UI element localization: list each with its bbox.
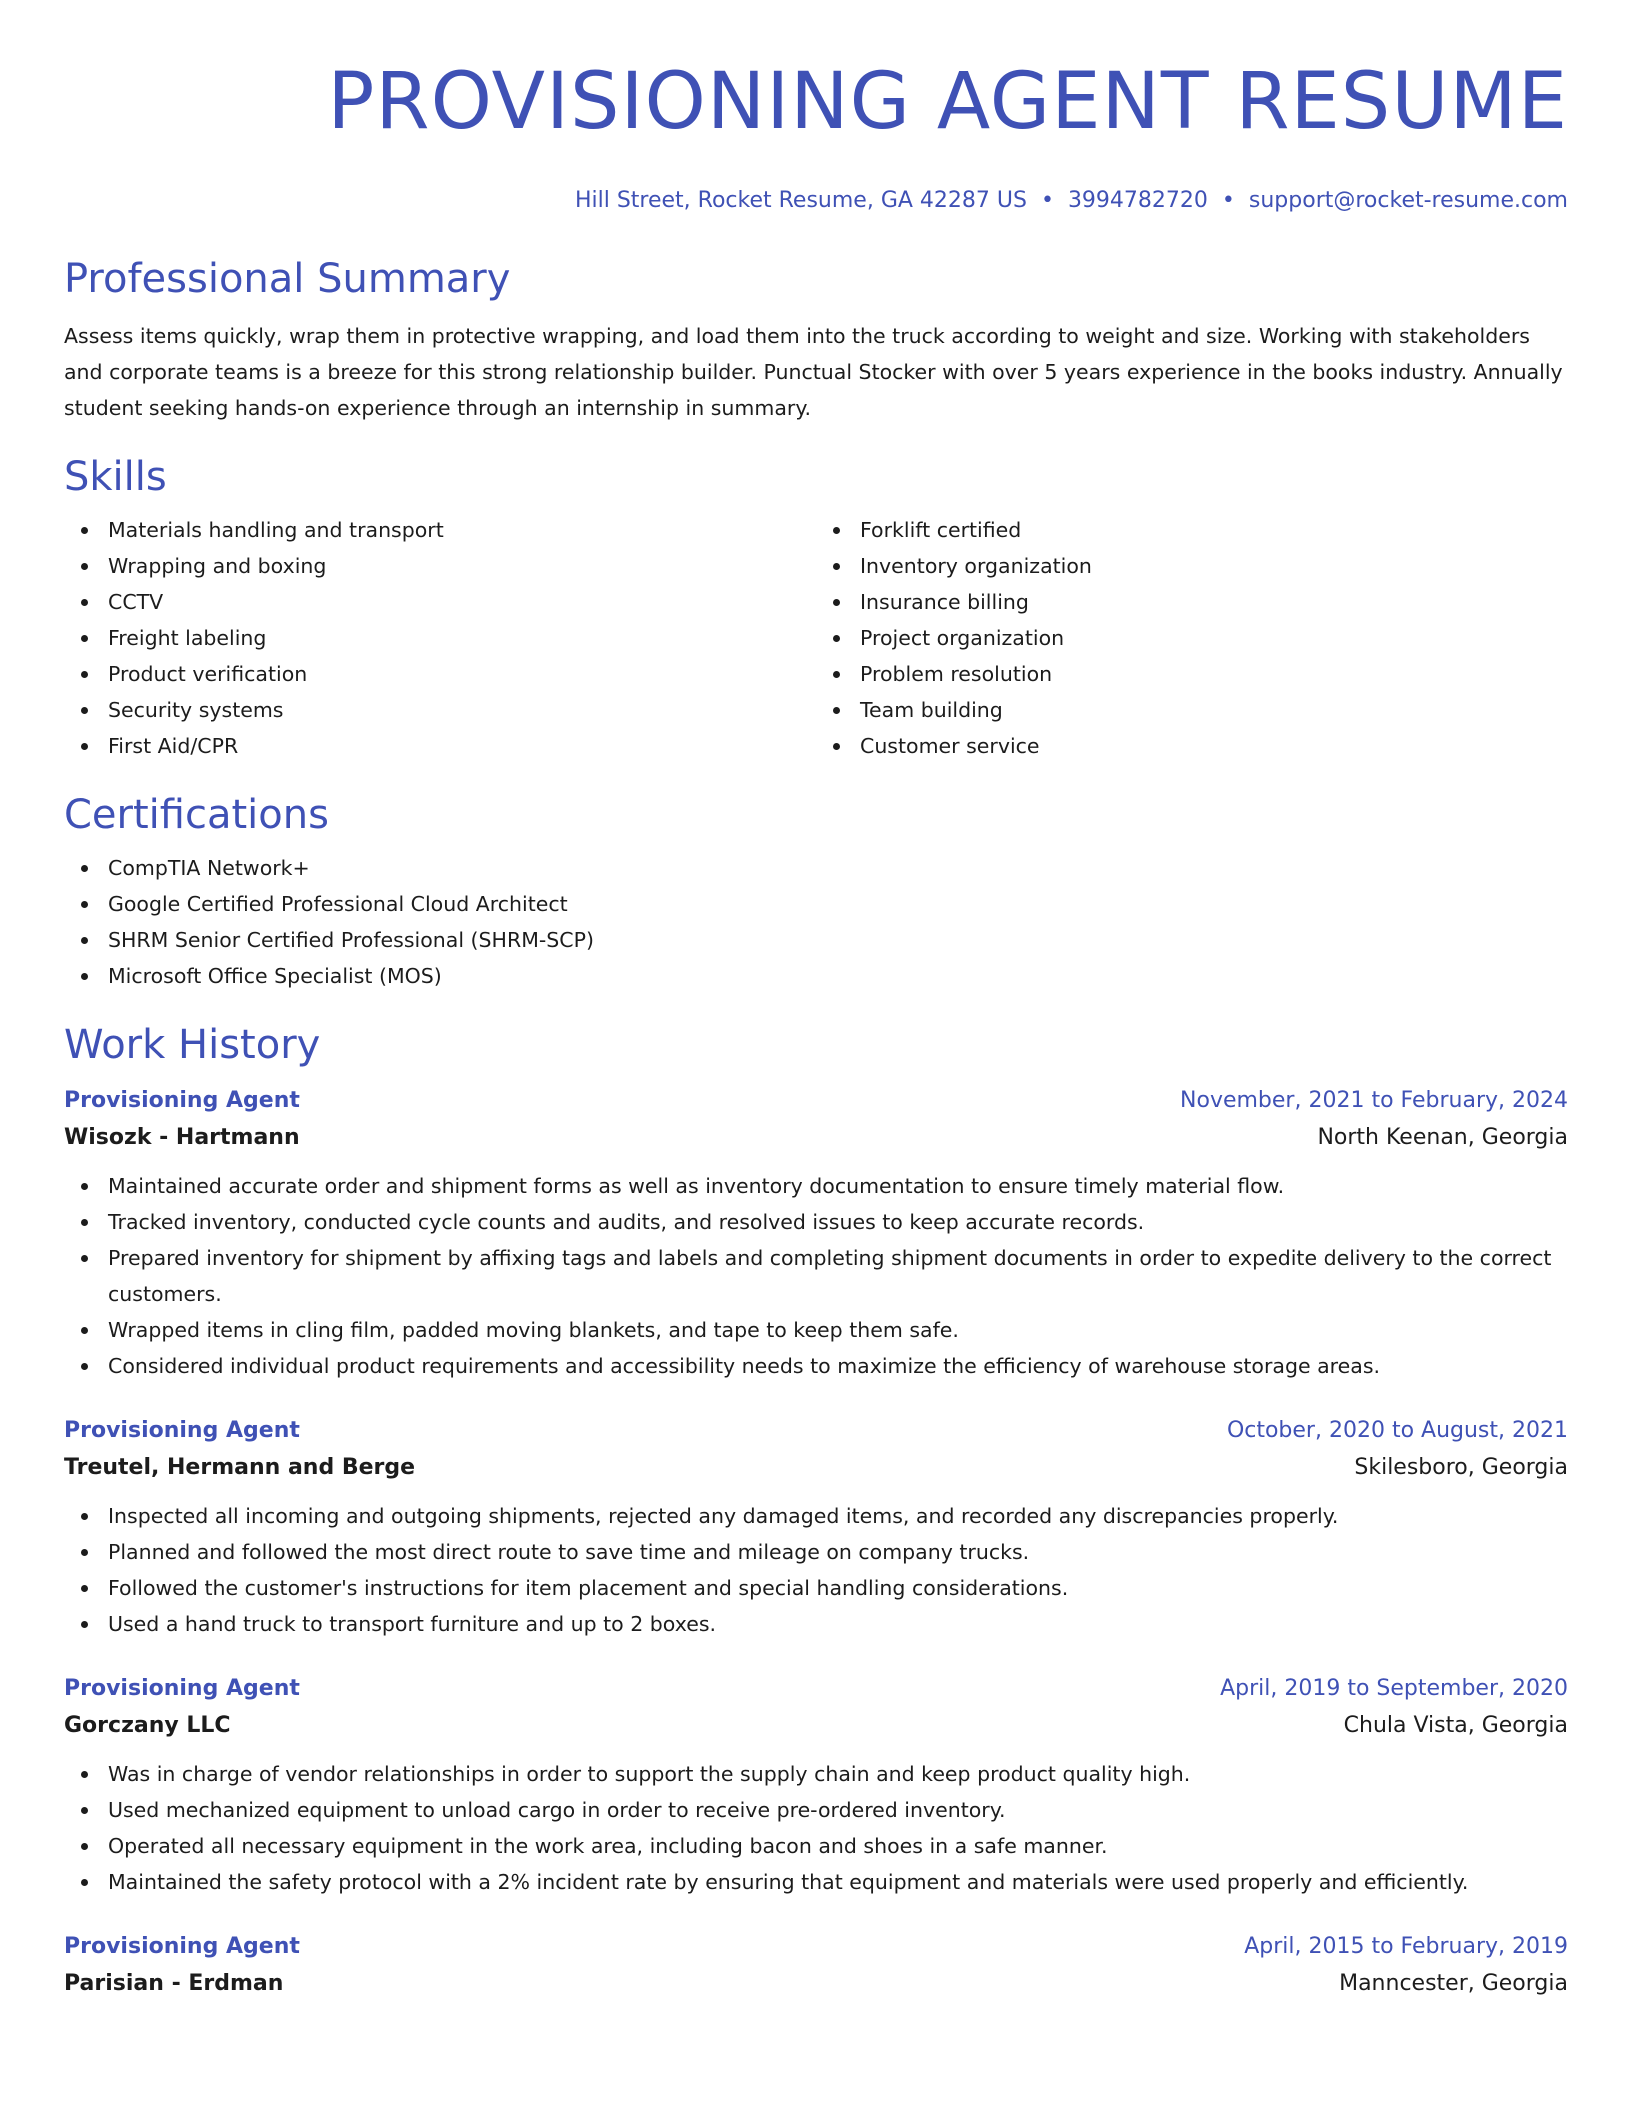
job-bullets (64, 1756, 1568, 1900)
summary-heading: Professional Summary (64, 256, 511, 302)
contact-email: support@rocket-resume.com (1248, 188, 1568, 213)
job-header-row (64, 1672, 1568, 1706)
certifications-heading: Certifications (64, 792, 329, 838)
skill-item: CCTV (108, 584, 816, 620)
job-dates: November, 2021 to February, 2024 (1180, 1088, 1568, 1113)
work-history-heading: Work History (64, 1022, 321, 1068)
certification-item: CompTIA Network+ (108, 850, 1568, 886)
skills-list-left (64, 512, 816, 764)
job-company-row (64, 1706, 1568, 1746)
job-company: Treutel, Hermann and Berge (64, 1455, 416, 1480)
contact-address: Hill Street, Rocket Resume, GA 42287 US (574, 188, 1027, 213)
job-bullet: Was in charge of vendor relationships in order to support the supply chain and keep product quality high. (108, 1756, 1568, 1792)
job-bullets (64, 1168, 1568, 1384)
job-company: Gorczany LLC (64, 1713, 231, 1738)
skill-item: Product verification (108, 656, 816, 692)
resume-title: PROVISIONING AGENT RESUME (327, 57, 1568, 147)
certification-item: Google Certified Professional Cloud Architect (108, 886, 1568, 922)
contact-line (64, 186, 1568, 216)
job-bullet: Considered individual product requirements and accessibility needs to maximize the efficiency of warehouse storage areas. (108, 1348, 1568, 1384)
job-company-row (64, 1118, 1568, 1158)
skill-item: Project organization (860, 620, 1568, 656)
certification-item: SHRM Senior Certified Professional (SHRM-SCP) (108, 922, 1568, 958)
skill-item: Freight labeling (108, 620, 816, 656)
skill-item: Inventory organization (860, 548, 1568, 584)
job-bullet: Maintained accurate order and shipment forms as well as inventory documentation to ensure timely material flow. (108, 1168, 1568, 1204)
job-title: Provisioning Agent (64, 1676, 300, 1701)
job-dates: April, 2015 to February, 2019 (1244, 1934, 1568, 1959)
job-bullets (64, 1498, 1568, 1642)
job-location: Chula Vista, Georgia (1343, 1713, 1568, 1738)
skill-item: Customer service (860, 728, 1568, 764)
skill-item: Insurance billing (860, 584, 1568, 620)
job-location: Manncester, Georgia (1339, 1971, 1568, 1996)
certifications-list (64, 850, 1568, 994)
resume-page (64, 0, 1568, 2004)
job-bullet: Prepared inventory for shipment by affixing tags and labels and completing shipment documents in order to expedite delivery to the correct customers. (108, 1240, 1568, 1312)
job-bullet: Operated all necessary equipment in the work area, including bacon and shoes in a safe manner. (108, 1828, 1568, 1864)
job-company-row (64, 1448, 1568, 1488)
job-bullet: Wrapped items in cling film, padded moving blankets, and tape to keep them safe. (108, 1312, 1568, 1348)
job-company-row (64, 1964, 1568, 2004)
job-header-row (64, 1084, 1568, 1118)
skills-columns (64, 512, 1568, 764)
job-header-row (64, 1414, 1568, 1448)
job-bullet: Planned and followed the most direct route to save time and mileage on company trucks. (108, 1534, 1568, 1570)
job-bullet: Maintained the safety protocol with a 2% incident rate by ensuring that equipment and materials were used properly and efficiently. (108, 1864, 1568, 1900)
summary-text: Assess items quickly, wrap them in protective wrapping, and load them into the truck according to weight and size. Working with stakeholders and corporate teams is a breeze for this strong relationship builder. Punctual Stocker with over 5 years experience in the books industry. Annually student seeking hands-on experience through an internship in summary. (64, 324, 1563, 420)
job-location: Skilesboro, Georgia (1354, 1455, 1568, 1480)
job-bullet: Followed the customer's instructions for item placement and special handling considerations. (108, 1570, 1568, 1606)
job-entry (64, 1084, 1568, 1384)
skill-item: Problem resolution (860, 656, 1568, 692)
skill-item: First Aid/CPR (108, 728, 816, 764)
skills-list-right (816, 512, 1568, 764)
job-company: Wisozk - Hartmann (64, 1125, 300, 1150)
job-bullet: Used mechanized equipment to unload cargo in order to receive pre-ordered inventory. (108, 1792, 1568, 1828)
certification-item: Microsoft Office Specialist (MOS) (108, 958, 1568, 994)
job-entry (64, 1672, 1568, 1900)
job-entry (64, 1414, 1568, 1642)
skill-item: Wrapping and boxing (108, 548, 816, 584)
skill-item: Forklift certified (860, 512, 1568, 548)
job-bullet: Inspected all incoming and outgoing shipments, rejected any damaged items, and recorded any discrepancies properly. (108, 1498, 1568, 1534)
job-location: North Keenan, Georgia (1317, 1125, 1568, 1150)
job-title: Provisioning Agent (64, 1934, 300, 1959)
skills-heading: Skills (64, 454, 167, 500)
job-dates: April, 2019 to September, 2020 (1220, 1676, 1568, 1701)
job-bullet: Used a hand truck to transport furniture and up to 2 boxes. (108, 1606, 1568, 1642)
skill-item: Security systems (108, 692, 816, 728)
job-bullet: Tracked inventory, conducted cycle counts and audits, and resolved issues to keep accurate records. (108, 1204, 1568, 1240)
contact-separator: • (1040, 188, 1054, 213)
contact-phone: 3994782720 (1067, 188, 1208, 213)
job-title: Provisioning Agent (64, 1418, 300, 1443)
skill-item: Materials handling and transport (108, 512, 816, 548)
job-title: Provisioning Agent (64, 1088, 300, 1113)
skill-item: Team building (860, 692, 1568, 728)
job-dates: October, 2020 to August, 2021 (1226, 1418, 1568, 1443)
job-header-row (64, 1930, 1568, 1964)
job-company: Parisian - Erdman (64, 1971, 284, 1996)
contact-separator: • (1221, 188, 1235, 213)
job-entry (64, 1930, 1568, 2004)
